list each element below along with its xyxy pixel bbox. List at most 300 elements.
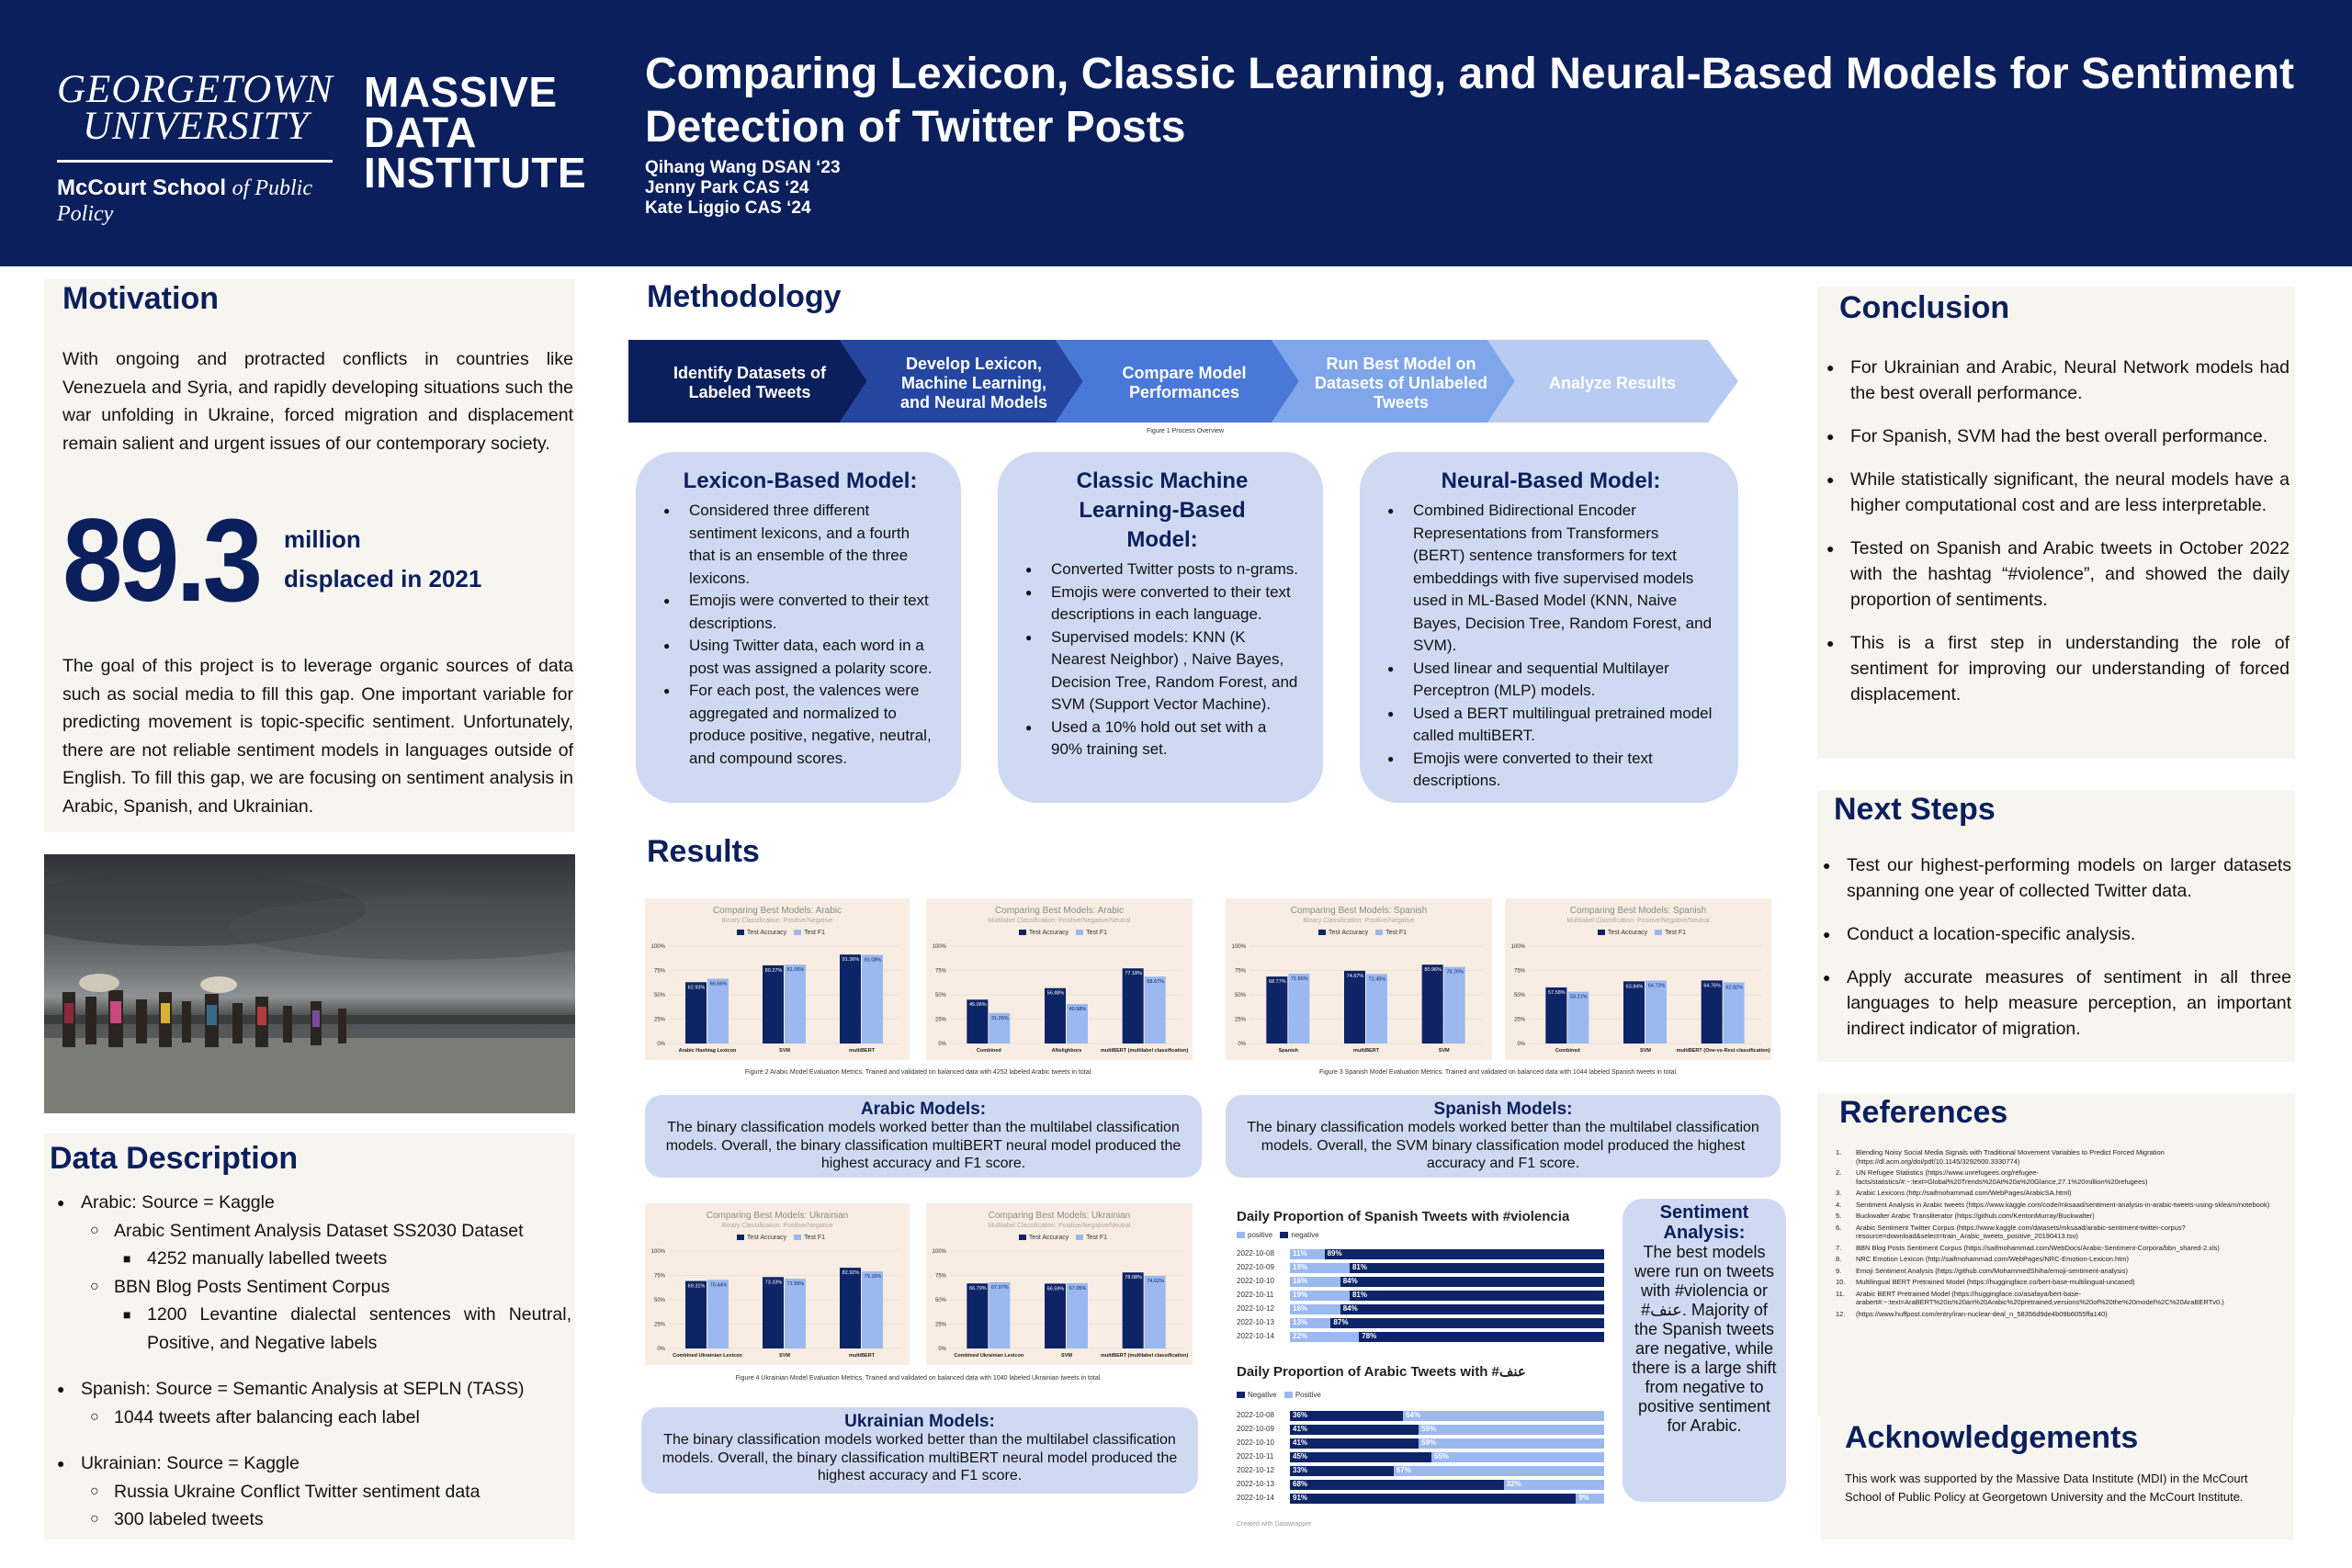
list-item: ● Conduct a location-specific analysis. [1823, 921, 2291, 947]
data-label: 73.33% [764, 1280, 783, 1286]
acknowledgements-title: Acknowledgements [1845, 1420, 2139, 1455]
bar [1123, 1272, 1144, 1348]
x-tick-label: SVM [779, 1353, 790, 1359]
data-label: 68.67% [1147, 979, 1164, 986]
spanish-daily-title: Daily Proportion of Spanish Tweets with #violencia [1237, 1209, 1570, 1224]
flow-step-4: Run Best Model on Datasets of Unlabeled Tweets [1314, 354, 1488, 412]
legend-swatch [1280, 1232, 1288, 1238]
data-label: 64.76% [1703, 983, 1721, 989]
spanish-daily-legend: positive negative [1237, 1231, 1319, 1239]
bar [1702, 980, 1723, 1043]
bar [1045, 1283, 1066, 1348]
data-label: 66.56% [709, 981, 728, 987]
data-label: 78.08% [1125, 1275, 1142, 1281]
spanish-results-box [1226, 1095, 1781, 1178]
flow-step-5: Analyze Results [1548, 373, 1677, 392]
list-item: ○ Russia Ukraine Conflict Twitter sentiment data [90, 1478, 571, 1506]
bar [785, 1279, 806, 1348]
y-tick-label: 25% [653, 1322, 665, 1328]
chart-spanish-multilabel [1505, 898, 1771, 1060]
y-tick-label: 100% [932, 944, 946, 950]
list-item: ○ 1044 tweets after balancing each label [90, 1404, 571, 1432]
methodology-title: Methodology [647, 279, 842, 314]
next-steps-title: Next Steps [1834, 792, 1996, 827]
bar [1645, 980, 1667, 1043]
list-item: ○ Arabic Sentiment Analysis Dataset SS2030 Dataset ■ 4252 manually labelled tweets [90, 1217, 571, 1273]
data-label: 62.93% [687, 985, 706, 991]
list-item: ● Emojis were converted to their text descriptions. [1387, 748, 1714, 793]
x-tick-label: Combined [1555, 1048, 1580, 1054]
spanish-results-title: Spanish Models: [1433, 1100, 1573, 1119]
data-label: 66.79% [969, 1286, 987, 1292]
figure-2-caption: Figure 2 Arabic Model Evaluation Metrics. Trained and validated on balanced data with 4252 labeled Arabic tweets in total. [744, 1069, 1093, 1076]
chart-plot [926, 1203, 1193, 1365]
x-tick-label: Combined [976, 1048, 1001, 1054]
figure-1-caption: Figure 1 Process Overview [1146, 428, 1225, 434]
displaced-unit: million displaced in 2021 [284, 525, 482, 592]
y-tick-label: 75% [653, 1273, 665, 1280]
reference-item: 4. Sentiment Analysis in Arabic tweets (https://www.kaggle.com/code/mksaad/sentiment-analysis-in-arabic-tweets-using-sklearn/notebook) [1836, 1200, 2270, 1209]
ukrainian-results-title: Ukrainian Models: [844, 1412, 995, 1431]
acknowledgements-text: This work was supported by the Massive Data Institute (MDI) in the McCourt School of Public Policy at Georgetown University and the McCourt Institute. [1845, 1472, 2248, 1504]
data-label: 19% [1293, 1291, 1308, 1299]
data-label: 91% [1293, 1494, 1308, 1502]
author: Qihang Wang DSAN ‘23 [645, 158, 841, 177]
logo-divider [57, 160, 333, 163]
legend-label: Test Accuracy [1028, 930, 1069, 936]
legend-label: Test Accuracy [1028, 1235, 1069, 1241]
y-tick-label: 25% [934, 1322, 946, 1328]
list-item: ● Using Twitter data, each word in a post was assigned a polarity score. [663, 635, 937, 680]
author: Kate Liggio CAS ‘24 [645, 198, 811, 218]
list-item: ● Considered three different sentiment lexicons, and a fourth that is an ensemble of the three lexicons. [663, 500, 937, 590]
data-label: 68% [1293, 1480, 1308, 1488]
data-label: 33% [1293, 1466, 1308, 1474]
y-tick-label: 50% [1513, 993, 1525, 998]
data-label: 64.72% [1647, 983, 1666, 989]
x-tick-label: multiBERT (multilabel classification) [1100, 1353, 1189, 1359]
bar-segment [1290, 1438, 1419, 1449]
acknowledgements-panel [1821, 1407, 2293, 1540]
data-label: 16% [1293, 1277, 1308, 1285]
data-label: 32% [1506, 1480, 1521, 1488]
bar-segment [1431, 1452, 1604, 1462]
bar [685, 982, 707, 1043]
data-label: 81% [1351, 1291, 1367, 1299]
bar [1344, 971, 1365, 1043]
bar-segment [1419, 1425, 1604, 1435]
legend-label: Test Accuracy [1328, 930, 1369, 936]
chart-plot [1226, 898, 1492, 1060]
date-label: 2022-10-09 [1237, 1425, 1274, 1433]
bar [1266, 976, 1287, 1043]
data-label: 68.77% [1269, 979, 1286, 986]
bar [1422, 964, 1443, 1043]
arabic-daily-legend: Negative Positive [1237, 1391, 1321, 1399]
bar [1123, 968, 1144, 1043]
bar [763, 965, 784, 1043]
y-tick-label: 50% [934, 993, 946, 998]
data-label: 67.97% [991, 1284, 1009, 1291]
bar-segment [1290, 1452, 1431, 1462]
lexicon-model-title: Lexicon-Based Model: [683, 468, 918, 493]
reference-item: 12. (https://www.huffpost.com/entry/iran-nuclear-deal_n_58356d9de4b09b6055ffa140) [1836, 1309, 2108, 1318]
next-steps-list [1823, 852, 2291, 1059]
references-list [1836, 1148, 2286, 1321]
data-label: 45% [1293, 1452, 1308, 1461]
bar [763, 1277, 784, 1348]
bar-segment [1359, 1332, 1604, 1342]
data-label: 63.84% [1625, 984, 1644, 990]
data-label: 80.96% [1424, 967, 1442, 974]
data-description-title: Data Description [50, 1141, 299, 1176]
reference-item: 7. BBN Blog Posts Sentiment Corpus (https://saifmohammad.com/WebDocs/Arabic-Sentiment-Corpora/bbn_shared-2.xls) [1836, 1243, 2220, 1252]
data-label: 55% [1433, 1452, 1449, 1461]
legend-label: Test Accuracy [1607, 930, 1648, 936]
conclusion-panel [1817, 287, 2295, 759]
x-tick-label: SVM [1640, 1048, 1651, 1054]
bar-segment [1340, 1277, 1604, 1287]
y-tick-label: 100% [1510, 944, 1525, 950]
chart-ukrainian-binary [645, 1203, 910, 1365]
neural-model-card [1360, 452, 1738, 803]
y-tick-label: 100% [650, 1249, 665, 1255]
data-label: 74.67% [1346, 973, 1364, 979]
date-label: 2022-10-08 [1237, 1411, 1274, 1419]
data-label: 89% [1327, 1249, 1342, 1258]
data-label: 16% [1293, 1304, 1308, 1313]
y-tick-label: 25% [1234, 1017, 1246, 1023]
list-item: ● Ukrainian: Source = Kaggle ○ Russia Ukraine Conflict Twitter sentiment data ○ 300 labeled tweets [57, 1450, 571, 1534]
georgetown-logo [57, 68, 337, 227]
figure-4-caption: Figure 4 Ukrainian Model Evaluation Metrics. Trained and validated on balanced data with 1040 labeled Ukrainian tweets in total. [735, 1375, 1102, 1382]
data-label: 91.36% [842, 957, 860, 964]
x-tick-label: multiBERT (One-vs-Rest classification) [1676, 1048, 1770, 1054]
data-label: 9% [1578, 1494, 1589, 1502]
data-label: 22% [1293, 1332, 1308, 1340]
bar-segment [1290, 1494, 1576, 1504]
data-label: 41% [1293, 1425, 1308, 1433]
list-item: ● For each post, the valences were aggregated and normalized to produce positive, negative, neutral, and compound scores. [663, 680, 937, 770]
x-tick-label: SVM [779, 1048, 790, 1054]
bar [1145, 1276, 1166, 1348]
y-tick-label: 0% [938, 1042, 946, 1047]
reference-item: 10. Multilingual BERT Pretrained Model (https://huggingface.co/bert-base-multilingual-uncased) [1836, 1278, 2135, 1286]
reference-item: 2. UN Refugee Statistics (https://www.unrefugees.org/refugee-facts/statistics/#:~:text=Global%20Trends%20At%20a%20Glance,27.1%20million%20refugees) [1836, 1168, 2148, 1186]
sentiment-analysis-title: Sentiment Analysis: [1659, 1202, 1749, 1243]
date-label: 2022-10-09 [1237, 1263, 1274, 1271]
motivation-paragraph: With ongoing and protracted conflicts in countries like Venezuela and Syria, and rapidly developing situations such the war unfolding in Ukraine, forced migration and displacement remain salient and urgent issues of our contemporary society. [62, 349, 573, 454]
list-item: ○ 300 labeled tweets [90, 1506, 571, 1534]
chart-arabic-binary [645, 898, 910, 1060]
chart-title: Comparing Best Models: Spanish [1290, 906, 1428, 916]
data-label: 91.08% [864, 957, 882, 964]
reference-item: 11. Arabic BERT Pretrained Model (https://huggingface.co/asafaya/bert-base-arabert#:~:text=AraBERT%20is%20an%20Arabic%20pretrained,versions%20of%20the%20model%2C%20AraBERTv0.) [1836, 1289, 2224, 1306]
reference-item: 3. Arabic Lexicons (http://saifmohammad.com/WebPages/ArabicSA.html) [1836, 1189, 2072, 1197]
x-tick-label: multiBERT [848, 1048, 876, 1054]
y-tick-label: 75% [1513, 968, 1525, 975]
list-item: ● This is a first step in understanding the role of sentiment for improving our understanding of forced displacement. [1826, 630, 2290, 707]
datawrapper-credit: Created with Datawrapper [1237, 1521, 1312, 1528]
x-tick-label: Combined Ukrainian Lexicon [673, 1353, 742, 1359]
data-description-list [57, 1189, 571, 1534]
data-label: 87% [1333, 1318, 1349, 1326]
author-list [645, 158, 841, 219]
chart-subtitle: Binary Classification: Positive/Negative [721, 918, 833, 924]
bar [1366, 974, 1387, 1043]
date-label: 2022-10-10 [1237, 1438, 1274, 1447]
y-tick-label: 0% [657, 1042, 665, 1047]
reference-item: 8. NRC Emotion Lexicon (http://saifmohammad.com/WebPages/NRC-Emotion-Lexicon.htm) [1836, 1255, 2130, 1263]
header-banner [0, 0, 2352, 266]
bar-segment [1340, 1304, 1604, 1314]
bar-segment [1394, 1466, 1604, 1476]
y-tick-label: 75% [653, 968, 665, 975]
y-tick-label: 25% [934, 1017, 946, 1023]
data-label: 59% [1421, 1425, 1437, 1433]
data-label: 59% [1421, 1438, 1437, 1447]
chart-ukrainian-multilabel [926, 1203, 1193, 1365]
poster-title: Comparing Lexicon, Classic Learning, and Neural-Based Models for Sentiment Detection of Twitter Posts [645, 50, 2295, 152]
chart-subtitle: Multilabel Classification: Positive/Negative/Neutral [988, 1223, 1131, 1229]
data-label: 57.58% [1548, 989, 1566, 996]
sentiment-analysis-text: The best models were run on tweets with #violencia or #عنف. Majority of the Spanish tweets are negative, while there is a large shift from negative to positive sentiment for Arabic. [1632, 1243, 1777, 1435]
data-label: 66.59% [1046, 1286, 1065, 1292]
data-label: 31.26% [991, 1015, 1009, 1021]
ukrainian-results-box [641, 1407, 1198, 1494]
georgetown-name: GEORGETOWN UNIVERSITY [57, 68, 334, 148]
chart-title: Comparing Best Models: Spanish [1569, 906, 1707, 916]
y-tick-label: 100% [932, 1249, 946, 1255]
bar-segment [1325, 1249, 1604, 1259]
date-label: 2022-10-08 [1237, 1249, 1274, 1258]
chart-spanish-binary [1226, 898, 1492, 1060]
data-label: 45.06% [969, 1002, 987, 1009]
data-label: 82.92% [842, 1270, 860, 1277]
bar [840, 1268, 861, 1348]
data-label: 67.05% [1069, 1285, 1087, 1292]
bar [785, 964, 806, 1043]
list-item: ● Test our highest-performing models on larger datasets spanning one year of collected Twitter data. [1823, 852, 2291, 904]
legend-swatch [1237, 1232, 1245, 1238]
mdi-logo: MASSIVE DATA INSTITUTE [364, 68, 587, 197]
y-tick-label: 50% [1234, 993, 1246, 998]
conclusion-title: Conclusion [1839, 290, 2010, 325]
data-description-panel [44, 1134, 575, 1540]
refugee-photo-illustration [44, 854, 575, 1113]
legend-swatch [1237, 1392, 1245, 1398]
y-tick-label: 0% [1517, 1042, 1525, 1047]
legend-label: Test Accuracy [746, 1235, 787, 1241]
arabic-results-text: The binary classification models worked better than the multilabel classification models. Overall, the binary classification multiBERT neural model produced the highest accuracy and F1 score. [665, 1120, 1182, 1171]
bar [1288, 974, 1309, 1043]
legend-label: Test Accuracy [746, 930, 787, 936]
bar-segment [1290, 1480, 1504, 1490]
y-tick-label: 25% [653, 1017, 665, 1023]
chart-title: Comparing Best Models: Arabic [712, 906, 842, 916]
data-label: 53.21% [1570, 994, 1588, 1000]
motivation-goal-paragraph: The goal of this project is to leverage organic sources of data such as social media to fill this gap. One important variable for predicting movement is topic-specific sentiment. Unfortunately, there are not reliable sentiment models in languages outside of English. To fill this gap, we are focusing on sentiment analysis in Arabic, Spanish, and Ukrainian. [62, 656, 573, 817]
date-label: 2022-10-11 [1237, 1452, 1274, 1461]
legend-label: Test F1 [1086, 930, 1108, 936]
bar [685, 1281, 707, 1348]
figure-3-caption: Figure 3 Spanish Model Evaluation Metrics. Trained and validated on balanced data with 1044 labeled Spanish tweets in total. [1319, 1069, 1678, 1076]
bar [1623, 981, 1645, 1043]
x-tick-label: SVM [1438, 1048, 1450, 1054]
list-item: ● Used linear and sequential Multilayer Perceptron (MLP) models. [1387, 658, 1714, 703]
data-label: 64% [1406, 1411, 1421, 1419]
x-tick-label: multiBERT (multilabel classification) [1100, 1048, 1189, 1054]
date-label: 2022-10-12 [1237, 1304, 1274, 1313]
list-item: ● Converted Twitter posts to n-grams. [1025, 558, 1299, 581]
list-item: ● Arabic: Source = Kaggle ○ Arabic Sentiment Analysis Dataset SS2030 Dataset ■ 4252 manually labelled tweets ○ BBN Blog Posts Sentiment Corpus ■ 1200 Levantine dialectal sentences with Neutral, Positive, and Negative labels [57, 1189, 571, 1357]
data-label: 70.44% [709, 1282, 728, 1289]
y-tick-label: 50% [653, 1298, 665, 1303]
date-label: 2022-10-14 [1237, 1494, 1274, 1502]
data-label: 62.82% [1725, 985, 1743, 991]
displaced-count: 89.3 [62, 495, 260, 626]
legend-label: Test F1 [1086, 1235, 1108, 1241]
list-item: ● Spanish: Source = Semantic Analysis at SEPLN (TASS) ○ 1044 tweets after balancing each label [57, 1375, 571, 1431]
data-label: 56.88% [1046, 990, 1065, 997]
chart-plot [1505, 898, 1771, 1060]
data-label: 78% [1362, 1332, 1377, 1340]
bar-segment [1350, 1263, 1604, 1273]
x-tick-label: ANelighbors [1051, 1048, 1082, 1054]
list-item: ● Apply accurate measures of sentiment in all three languages to help measure perception, an important indirect indicator of migration. [1823, 964, 2291, 1042]
bar [1444, 967, 1465, 1043]
data-label: 79.16% [864, 1274, 882, 1280]
mccourt-school-name: McCourt School of Public Policy [57, 175, 312, 226]
bar [707, 978, 729, 1043]
data-label: 81% [1351, 1263, 1367, 1271]
data-label: 78.76% [1446, 969, 1464, 976]
list-item: ■ 4252 manually labelled tweets [123, 1245, 571, 1273]
results-title: Results [647, 834, 760, 869]
list-item: ● Supervised models: KNN (K Nearest Neighbor) , Naive Bayes, Decision Tree, Random Forest, and SVM (Support Vector Machine). [1025, 626, 1299, 716]
bar-segment [1419, 1438, 1604, 1449]
y-tick-label: 100% [1231, 944, 1246, 950]
data-label: 67% [1396, 1466, 1411, 1474]
legend-swatch [1284, 1392, 1293, 1398]
list-item: ● Tested on Spanish and Arabic tweets in October 2022 with the hashtag “#violence”, and showed the daily proportion of sentiments. [1826, 536, 2290, 613]
y-tick-label: 50% [934, 1298, 946, 1303]
chart-title: Comparing Best Models: Ukrainian [706, 1211, 849, 1221]
data-label: 71.56% [786, 1281, 805, 1288]
date-label: 2022-10-13 [1237, 1318, 1274, 1326]
lexicon-model-card [636, 452, 961, 803]
arabic-results-box [645, 1095, 1202, 1178]
date-label: 2022-10-10 [1237, 1277, 1274, 1285]
data-label: 40.58% [1069, 1006, 1087, 1012]
flow-step-1: Identify Datasets of Labeled Tweets [673, 364, 827, 401]
chart-title: Comparing Best Models: Ukrainian [988, 1211, 1131, 1221]
date-label: 2022-10-12 [1237, 1466, 1274, 1474]
bar [707, 1280, 729, 1348]
y-tick-label: 0% [657, 1347, 665, 1352]
bar [862, 1271, 883, 1348]
bar-segment [1290, 1425, 1419, 1435]
data-label: 69.31% [687, 1283, 706, 1290]
data-label: 84% [1342, 1277, 1358, 1285]
bar [840, 954, 861, 1043]
legend-label: Test F1 [1665, 930, 1687, 936]
list-item: ● Emojis were converted to their text descriptions. [663, 590, 937, 635]
references-title: References [1839, 1095, 2008, 1130]
x-tick-label: Combined Ukrainian Lexicon [954, 1353, 1024, 1359]
ukrainian-results-text: The binary classification models worked better than the multilabel classification models. Overall, the binary classification multiBERT neural model produced the highest accuracy and F1 score. [662, 1432, 1178, 1483]
y-tick-label: 100% [650, 944, 665, 950]
bar [862, 954, 883, 1043]
classic-ml-model-card [998, 452, 1323, 803]
bar-segment [1350, 1291, 1604, 1301]
data-label: 13% [1293, 1318, 1308, 1326]
next-steps-panel [1817, 790, 2295, 1062]
legend-label: Test F1 [804, 930, 826, 936]
arabic-results-title: Arabic Models: [860, 1100, 987, 1119]
arabic-daily-title: Daily Proportion of Arabic Tweets with #عنف [1237, 1364, 1526, 1380]
data-label: 19% [1293, 1263, 1308, 1271]
chart-subtitle: Binary Classification: Positive/Negative [1303, 918, 1415, 924]
bar-segment [1330, 1318, 1604, 1328]
chart-arabic-multilabel [926, 898, 1193, 1060]
bar [1724, 982, 1745, 1043]
list-item: ● Emojis were converted to their text descriptions in each language. [1025, 581, 1299, 626]
list-item: ● For Spanish, SVM had the best overall performance. [1826, 423, 2290, 449]
classic-ml-model-title: Classic Machine Learning-Based Model: [1076, 468, 1249, 552]
date-label: 2022-10-13 [1237, 1480, 1274, 1488]
bar [1067, 1283, 1088, 1348]
data-label: 81.06% [786, 967, 805, 974]
x-tick-label: Spanish [1278, 1048, 1299, 1054]
y-tick-label: 75% [934, 1273, 946, 1280]
chart-subtitle: Multilabel Classification: Positive/Negative/Neutral [988, 918, 1131, 924]
list-item: ● Used a BERT multilingual pretrained model called multiBERT. [1387, 703, 1714, 748]
date-label: 2022-10-14 [1237, 1332, 1274, 1340]
x-tick-label: SVM [1061, 1353, 1072, 1359]
data-label: 77.18% [1125, 971, 1142, 977]
chart-plot [645, 898, 910, 1060]
legend-label: Test F1 [1385, 930, 1408, 936]
bar [1145, 976, 1166, 1043]
x-tick-label: multiBERT [848, 1353, 876, 1359]
list-item: ● Combined Bidirectional Encoder Representations from Transformers (BERT) sentence transformers for text embeddings with five supervised models used in ML-Based Model (KNN, Naive Bayes, Decision Tree, Random Forest, and SVM). [1387, 500, 1714, 658]
bar [1045, 988, 1066, 1043]
reference-item: 9. Emoji Sentiment Analysis (https://github.com/MohammedShiha/emoji-sentiment-analysis) [1836, 1266, 2128, 1275]
y-tick-label: 0% [1238, 1042, 1246, 1047]
author: Jenny Park CAS ‘24 [645, 178, 809, 197]
references-panel [1817, 1093, 2295, 1416]
refugee-photo [44, 854, 575, 1113]
bar-segment [1403, 1411, 1604, 1421]
reference-item: 5. Buckwalter Arabic Transliterator (https://github.com/KentonMurray/Buckwalter) [1836, 1212, 2095, 1220]
y-tick-label: 75% [1234, 968, 1246, 975]
chart-plot [645, 1203, 910, 1365]
data-label: 71.66% [1291, 976, 1308, 983]
flow-step-2: Develop Lexicon, Machine Learning, and Neural Models [899, 354, 1048, 412]
y-tick-label: 0% [938, 1347, 946, 1352]
list-item: ● Used a 10% hold out set with a 90% training set. [1025, 716, 1299, 761]
data-label: 41% [1293, 1438, 1308, 1447]
bar [967, 1283, 988, 1348]
spanish-results-text: The binary classification models worked better than the multilabel classification models. Overall, the SVM binary classification model produced the highest accuracy and F1 score. [1247, 1120, 1759, 1171]
neural-model-title: Neural-Based Model: [1441, 468, 1661, 493]
data-label: 71.45% [1368, 976, 1386, 983]
reference-item: 1. Blending Noisy Social Media Signals with Traditional Movement Variables to Predict Forced Migration (https://dl.acm.org/doi/pdf/10.1145/3292500.3330774) [1836, 1148, 2165, 1166]
motivation-title: Motivation [62, 281, 219, 316]
x-tick-label: multiBERT [1352, 1048, 1380, 1054]
list-item: ■ 1200 Levantine dialectal sentences with Neutral, Positive, and Negative labels [123, 1301, 571, 1357]
